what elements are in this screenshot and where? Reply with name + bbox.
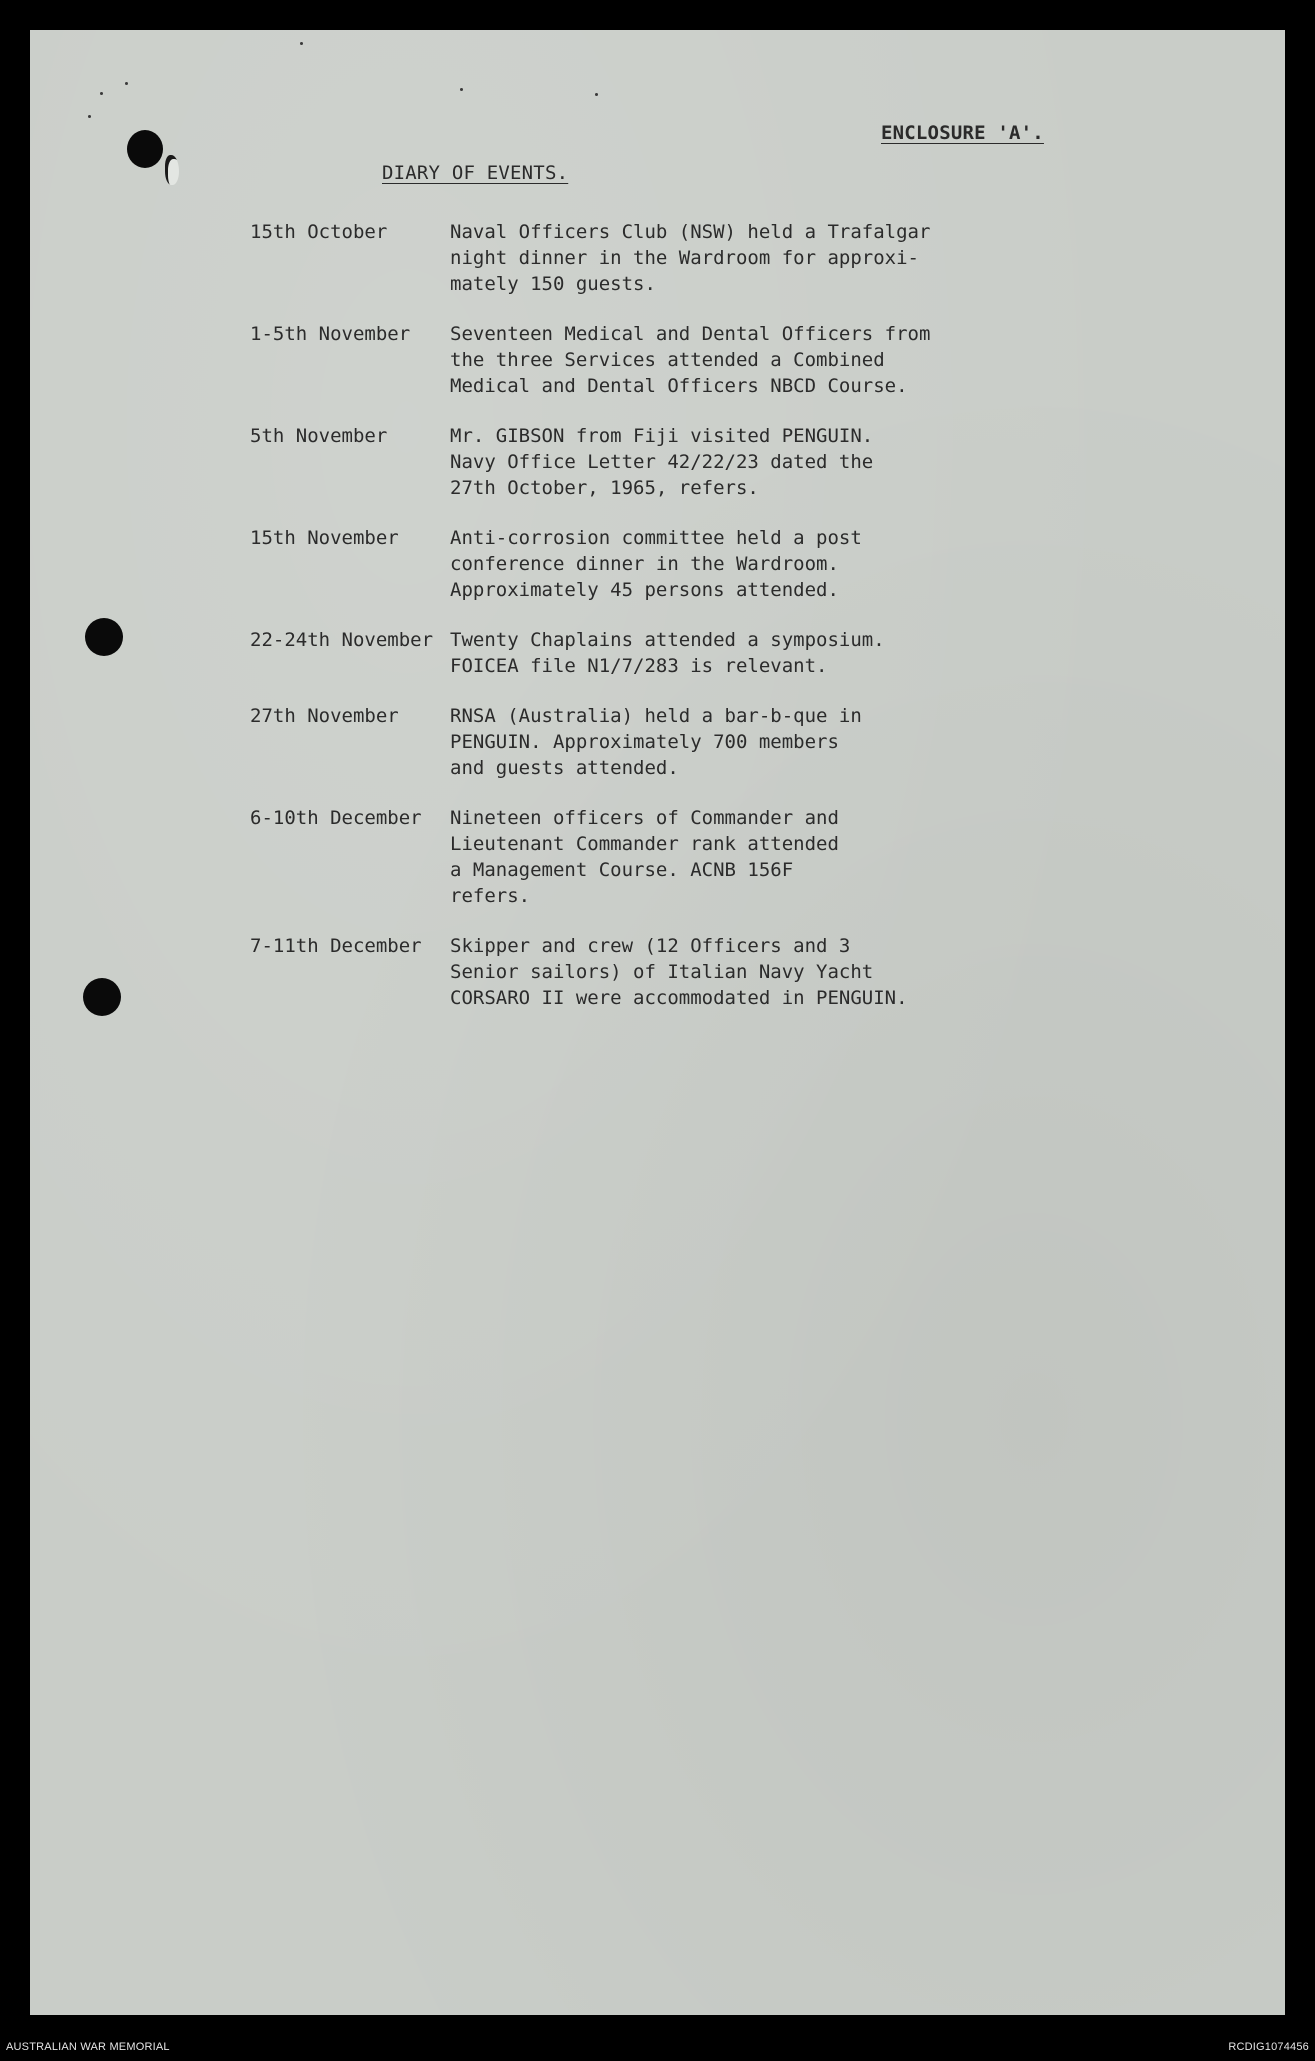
description-line: refers. [450, 885, 531, 907]
entry-description [450, 219, 1090, 297]
enclosure-label: ENCLOSURE 'A'. [881, 122, 1044, 144]
paper-speck [125, 82, 128, 85]
description-line: conference dinner in the Wardroom. [450, 553, 839, 575]
description-line: FOICEA file N1/7/283 is relevant. [450, 655, 828, 677]
description-line: a Management Course. ACNB 156F [450, 859, 794, 881]
archive-name: AUSTRALIAN WAR MEMORIAL [6, 2041, 170, 2053]
description-line: night dinner in the Wardroom for approxi- [450, 247, 919, 269]
description-line: Approximately 45 persons attended. [450, 579, 839, 601]
description-line: and guests attended. [450, 757, 679, 779]
entry-date: 6-10th December [250, 807, 422, 829]
description-line: 27th October, 1965, refers. [450, 477, 759, 499]
description-line: mately 150 guests. [450, 273, 656, 295]
entry-date: 15th November [250, 527, 399, 549]
entry-description [450, 423, 1090, 501]
archive-footer [0, 2031, 1315, 2061]
entry-date: 1-5th November [250, 323, 411, 345]
archive-reference: RCDIG1074456 [1228, 2041, 1309, 2053]
punch-hole-top [127, 130, 163, 168]
description-line: Nineteen officers of Commander and [450, 807, 839, 829]
punch-hole-middle [85, 618, 123, 656]
entry-description [450, 627, 1090, 679]
paper-speck [88, 115, 91, 118]
description-line: Mr. GIBSON from Fiji visited PENGUIN. [450, 425, 874, 447]
description-line: the three Services attended a Combined [450, 349, 885, 371]
diary-title: DIARY OF EVENTS. [382, 162, 569, 184]
entry-date: 7-11th December [250, 935, 422, 957]
description-line: Twenty Chaplains attended a symposium. [450, 629, 885, 651]
description-line: Seventeen Medical and Dental Officers from [450, 323, 931, 345]
description-line: Medical and Dental Officers NBCD Course. [450, 375, 908, 397]
entry-description [450, 525, 1090, 603]
description-line: Senior sailors) of Italian Navy Yacht [450, 961, 874, 983]
entry-description [450, 703, 1090, 781]
document-page [30, 30, 1285, 2015]
description-line: PENGUIN. Approximately 700 members [450, 731, 839, 753]
paper-speck [100, 92, 103, 95]
description-line: Navy Office Letter 42/22/23 dated the [450, 451, 874, 473]
entry-date: 22-24th November [250, 629, 434, 651]
paper-tear-mark [165, 155, 179, 185]
entry-description [450, 321, 1090, 399]
description-line: Anti-corrosion committee held a post [450, 527, 862, 549]
entry-description [450, 805, 1090, 909]
description-line: CORSARO II were accommodated in PENGUIN. [450, 987, 908, 1009]
entry-date: 5th November [250, 425, 388, 447]
entry-date: 27th November [250, 705, 399, 727]
description-line: Naval Officers Club (NSW) held a Trafalgar [450, 221, 931, 243]
description-line: RNSA (Australia) held a bar-b-que in [450, 705, 862, 727]
punch-hole-lower [83, 978, 121, 1016]
description-line: Skipper and crew (12 Officers and 3 [450, 935, 851, 957]
entry-date: 15th October [250, 221, 388, 243]
paper-speck [460, 88, 463, 91]
entry-description [450, 933, 1090, 1011]
description-line: Lieutenant Commander rank attended [450, 833, 839, 855]
paper-speck [595, 93, 598, 96]
paper-speck [300, 42, 303, 45]
